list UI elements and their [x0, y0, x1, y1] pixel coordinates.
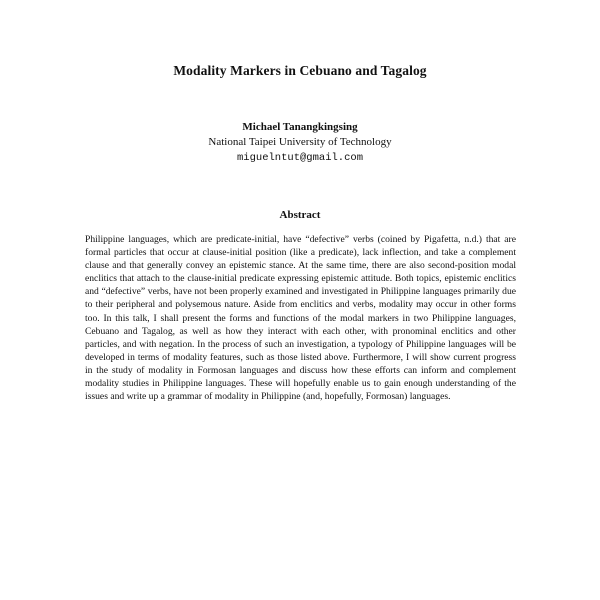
author-name: Michael Tanangkingsing — [242, 121, 358, 133]
paper-title: Modality Markers in Cebuano and Tagalog — [173, 63, 427, 78]
abstract-body: Philippine languages, which are predicate-initial, have “defective” verbs (coined by Pigafetta, n.d.) that are formal particles that occur at clause-initial position (like a predicate), lack inflection, and take a complement clause and that generally convey an epistemic stance. At the same time, there are also second-position modal enclitics that attach to the clause-initial predicate expressing epistemic attitude. Both topics, epistemic enclitics and “defective” verbs, have not been properly examined and investigated in Philippine languages primarily due to their peripheral and polysemous nature. Aside from enclitics and verbs, modality may occur in other forms too. In this talk, I shall present the forms and functions of the modal markers in two Philippine languages, Cebuano and Tagalog, as well as how they interact with each other, with pronominal enclitics and other particles, and with negation. In the process of such an investigation, a typology of Philippine languages will be developed in terms of modality features, such as those listed above. Furthermore, I will show current progress in the study of modality in Formosan languages and discuss how these efforts can inform and complement modality studies in Philippine languages. These will hopefully enable us to gain enough understanding of the issues and write up a grammar of modality in Philippine (and, hopefully, Formosan) languages. — [85, 234, 516, 403]
abstract-heading: Abstract — [279, 209, 321, 221]
author-block — [0, 120, 600, 166]
author-affiliation: National Taipei University of Technology — [208, 136, 392, 148]
author-email: miguelntut@gmail.com — [236, 152, 364, 164]
